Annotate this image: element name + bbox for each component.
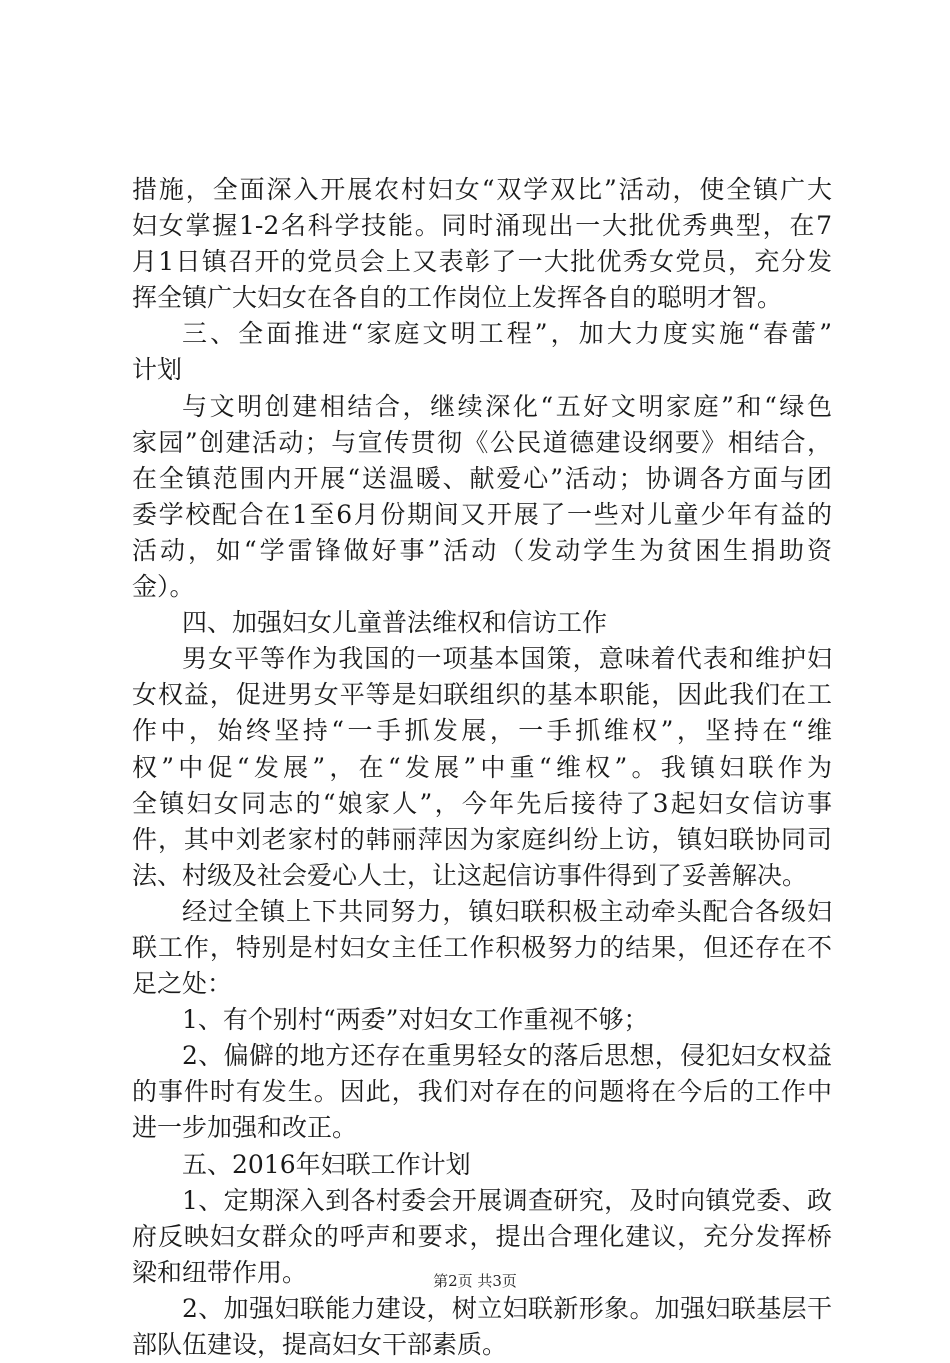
text-line: 四、加强妇女儿童普法维权和信访工作 [182, 608, 608, 638]
text-line: 措施，全面深入开展农村妇女“双学双比”活动，使全镇广大 [132, 175, 832, 204]
text-line: 联工作，特别是村妇女主任工作积极努力的结果，但还存在不 [132, 932, 832, 962]
text-line: 作中，始终坚持“一手抓发展，一手抓维权”，坚持在“维 [132, 716, 832, 746]
text-line: 妇女掌握1-2名科学技能。同时涌现出一大批优秀典型，在7 [132, 211, 832, 241]
text-line: 2、加强妇联能力建设，树立妇联新形象。加强妇联基层干 [182, 1293, 832, 1323]
text-line: 三、全面推进“家庭文明工程”，加大力度实施“春蕾” [182, 319, 832, 349]
text-line: 部队伍建设，提高妇女干部素质。 [132, 1330, 508, 1359]
text-line: 法、村级及社会爱心人士，让这起信访事件得到了妥善解决。 [132, 860, 808, 890]
document-body [132, 172, 832, 1363]
text-line: 委学校配合在1至6月份期间又开展了一些对儿童少年有益的 [132, 499, 832, 529]
text-line: 月1日镇召开的党员会上又表彰了一大批优秀女党员，充分发 [132, 247, 832, 277]
text-line: 计划 [132, 355, 183, 385]
text-line: 的事件时有发生。因此，我们对存在的问题将在今后的工作中 [132, 1077, 832, 1107]
text-line: 进一步加强和改正。 [132, 1113, 358, 1143]
text-line: 权”中促“发展”，在“发展”中重“维权”。我镇妇联作为 [132, 752, 832, 782]
page-number-footer: 第2页 共3页 [433, 1272, 517, 1290]
text-line: 1、定期深入到各村委会开展调查研究，及时向镇党委、政 [182, 1185, 832, 1215]
text-line: 全镇妇女同志的“娘家人”，今年先后接待了3起妇女信访事 [132, 788, 832, 818]
text-line: 男女平等作为我国的一项基本国策，意味着代表和维护妇 [182, 644, 832, 674]
text-line: 在全镇范围内开展“送温暖、献爱心”活动；协调各方面与团 [132, 463, 832, 493]
text-line: 活动，如“学雷锋做好事”活动（发动学生为贫困生捐助资 [132, 535, 832, 565]
text-line: 府反映妇女群众的呼声和要求，提出合理化建议，充分发挥桥 [132, 1221, 832, 1251]
text-line: 经过全镇上下共同努力，镇妇联积极主动牵头配合各级妇 [182, 896, 832, 926]
text-line: 件，其中刘老家村的韩丽萍因为家庭纠纷上访，镇妇联协同司 [132, 824, 832, 854]
text-line: 2、偏僻的地方还存在重男轻女的落后思想，侵犯妇女权益 [182, 1041, 832, 1071]
text-line: 足之处： [132, 969, 233, 999]
text-line: 五、2016年妇联工作计划 [182, 1149, 471, 1179]
text-line: 梁和纽带作用。 [132, 1257, 308, 1287]
text-line: 家园”创建活动；与宣传贯彻《公民道德建设纲要》相结合， [132, 427, 832, 457]
text-line: 金）。 [132, 572, 195, 602]
text-line: 挥全镇广大妇女在各自的工作岗位上发挥各自的聪明才智。 [132, 283, 783, 313]
text-line: 女权益，促进男女平等是妇联组织的基本职能，因此我们在工 [132, 680, 832, 710]
text-line: 1、有个别村“两委”对妇女工作重视不够； [182, 1005, 649, 1035]
text-line: 与文明创建相结合，继续深化“五好文明家庭”和“绿色 [182, 391, 832, 421]
